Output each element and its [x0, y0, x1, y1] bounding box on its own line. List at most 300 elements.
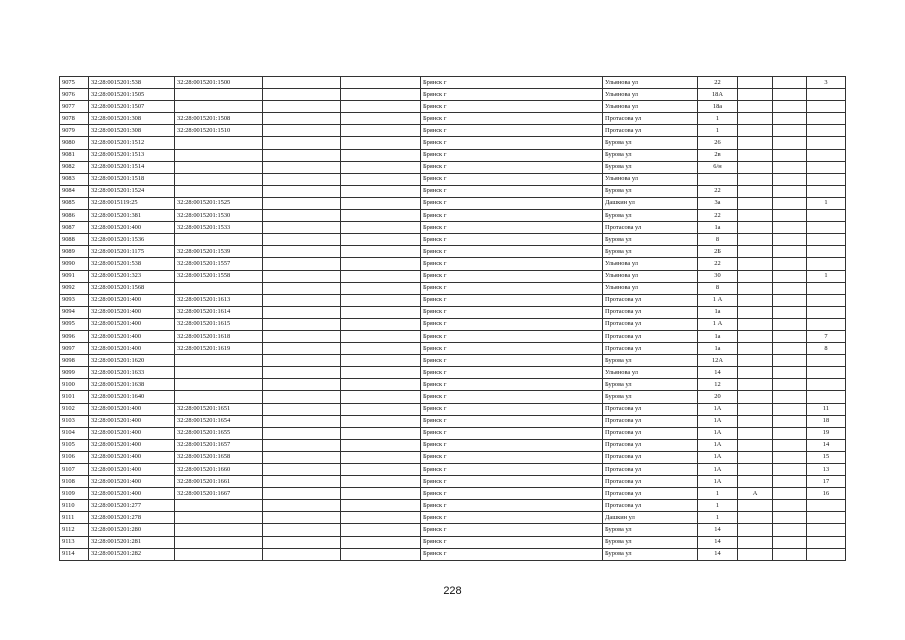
house-cell: 3а — [698, 197, 738, 209]
city-cell: Брянск г — [421, 89, 603, 101]
apartment-cell: 1 — [807, 197, 846, 209]
empty-cell — [773, 270, 807, 282]
object-cadastral-number-cell — [175, 379, 263, 391]
city-cell: Брянск г — [421, 113, 603, 125]
empty-cell — [773, 101, 807, 113]
empty-cell — [341, 391, 421, 403]
cadastral-number-cell: 32:28:0015201:400 — [89, 330, 175, 342]
street-cell: Ульянова ул — [603, 367, 698, 379]
table-row — [60, 282, 846, 294]
table-row — [60, 113, 846, 125]
object-cadastral-number-cell — [175, 282, 263, 294]
empty-cell — [341, 330, 421, 342]
house-cell: 6/н — [698, 161, 738, 173]
letter-cell — [738, 512, 773, 524]
table-row — [60, 367, 846, 379]
street-cell: Протасова ул — [603, 415, 698, 427]
apartment-cell — [807, 125, 846, 137]
apartment-cell: 13 — [807, 464, 846, 476]
row-number-cell: 9098 — [60, 355, 89, 367]
table-row — [60, 476, 846, 488]
row-number-cell: 9101 — [60, 391, 89, 403]
letter-cell — [738, 318, 773, 330]
street-cell: Бурова ул — [603, 391, 698, 403]
empty-cell — [773, 210, 807, 222]
house-cell: 1 — [698, 512, 738, 524]
object-cadastral-number-cell — [175, 101, 263, 113]
object-cadastral-number-cell: 32:28:0015201:1651 — [175, 403, 263, 415]
letter-cell — [738, 173, 773, 185]
city-cell: Брянск г — [421, 391, 603, 403]
table-row — [60, 101, 846, 113]
row-number-cell: 9097 — [60, 343, 89, 355]
object-cadastral-number-cell: 32:28:0015201:1500 — [175, 77, 263, 89]
empty-cell — [341, 294, 421, 306]
city-cell: Брянск г — [421, 330, 603, 342]
city-cell: Брянск г — [421, 451, 603, 463]
street-cell: Ульянова ул — [603, 258, 698, 270]
cadastral-number-cell: 32:28:0015201:308 — [89, 113, 175, 125]
cadastral-number-cell: 32:28:0015201:1536 — [89, 234, 175, 246]
row-number-cell: 9083 — [60, 173, 89, 185]
apartment-cell — [807, 512, 846, 524]
letter-cell — [738, 125, 773, 137]
empty-cell — [263, 391, 341, 403]
object-cadastral-number-cell: 32:28:0015201:1533 — [175, 222, 263, 234]
object-cadastral-number-cell — [175, 524, 263, 536]
house-cell: 22 — [698, 258, 738, 270]
object-cadastral-number-cell — [175, 548, 263, 560]
cadastral-number-cell: 32:28:0015201:280 — [89, 524, 175, 536]
row-number-cell: 9091 — [60, 270, 89, 282]
house-cell: 12А — [698, 355, 738, 367]
street-cell: Ульянова ул — [603, 89, 698, 101]
empty-cell — [263, 488, 341, 500]
object-cadastral-number-cell — [175, 149, 263, 161]
table-row — [60, 524, 846, 536]
apartment-cell — [807, 210, 846, 222]
object-cadastral-number-cell — [175, 137, 263, 149]
letter-cell — [738, 294, 773, 306]
empty-cell — [341, 282, 421, 294]
cadastral-number-cell: 32:28:0015201:1633 — [89, 367, 175, 379]
house-cell: 1 — [698, 488, 738, 500]
house-cell: 1а — [698, 343, 738, 355]
row-number-cell: 9106 — [60, 451, 89, 463]
object-cadastral-number-cell — [175, 89, 263, 101]
empty-cell — [263, 512, 341, 524]
empty-cell — [773, 258, 807, 270]
row-number-cell: 9109 — [60, 488, 89, 500]
empty-cell — [341, 77, 421, 89]
house-cell: 2в — [698, 149, 738, 161]
table-row — [60, 125, 846, 137]
city-cell: Брянск г — [421, 367, 603, 379]
apartment-cell — [807, 500, 846, 512]
object-cadastral-number-cell: 32:28:0015201:1508 — [175, 113, 263, 125]
empty-cell — [263, 77, 341, 89]
row-number-cell: 9110 — [60, 500, 89, 512]
letter-cell — [738, 355, 773, 367]
cadastral-number-cell: 32:28:0015201:1512 — [89, 137, 175, 149]
empty-cell — [341, 512, 421, 524]
apartment-cell — [807, 137, 846, 149]
apartment-cell: 14 — [807, 439, 846, 451]
letter-cell — [738, 137, 773, 149]
object-cadastral-number-cell — [175, 500, 263, 512]
letter-cell — [738, 113, 773, 125]
cadastral-number-cell: 32:28:0015201:400 — [89, 222, 175, 234]
empty-cell — [773, 391, 807, 403]
empty-cell — [341, 427, 421, 439]
city-cell: Брянск г — [421, 210, 603, 222]
row-number-cell: 9082 — [60, 161, 89, 173]
street-cell: Протасова ул — [603, 306, 698, 318]
letter-cell — [738, 391, 773, 403]
table-row — [60, 77, 846, 89]
empty-cell — [341, 197, 421, 209]
city-cell: Брянск г — [421, 476, 603, 488]
apartment-cell — [807, 379, 846, 391]
apartment-cell — [807, 149, 846, 161]
table-row — [60, 500, 846, 512]
apartment-cell — [807, 536, 846, 548]
letter-cell — [738, 464, 773, 476]
street-cell: Бурова ул — [603, 548, 698, 560]
house-cell: 14 — [698, 524, 738, 536]
empty-cell — [263, 536, 341, 548]
row-number-cell: 9102 — [60, 403, 89, 415]
city-cell: Брянск г — [421, 234, 603, 246]
apartment-cell — [807, 306, 846, 318]
empty-cell — [341, 270, 421, 282]
house-cell: 1А — [698, 427, 738, 439]
city-cell: Брянск г — [421, 222, 603, 234]
empty-cell — [263, 161, 341, 173]
empty-cell — [263, 367, 341, 379]
cadastral-number-cell: 32:28:0015201:1620 — [89, 355, 175, 367]
object-cadastral-number-cell — [175, 173, 263, 185]
row-number-cell: 9076 — [60, 89, 89, 101]
empty-cell — [263, 476, 341, 488]
object-cadastral-number-cell: 32:28:0015201:1618 — [175, 330, 263, 342]
table-row — [60, 234, 846, 246]
empty-cell — [341, 258, 421, 270]
empty-cell — [773, 439, 807, 451]
object-cadastral-number-cell: 32:28:0015201:1558 — [175, 270, 263, 282]
city-cell: Брянск г — [421, 318, 603, 330]
apartment-cell — [807, 173, 846, 185]
letter-cell — [738, 536, 773, 548]
object-cadastral-number-cell: 32:28:0015201:1614 — [175, 306, 263, 318]
house-cell: 1А — [698, 403, 738, 415]
cadastral-number-cell: 32:28:0015201:400 — [89, 451, 175, 463]
house-cell: 8 — [698, 234, 738, 246]
empty-cell — [263, 185, 341, 197]
house-cell: 22 — [698, 185, 738, 197]
cadastral-number-cell: 32:28:0015201:400 — [89, 488, 175, 500]
object-cadastral-number-cell: 32:28:0015201:1660 — [175, 464, 263, 476]
letter-cell — [738, 415, 773, 427]
row-number-cell: 9114 — [60, 548, 89, 560]
city-cell: Брянск г — [421, 77, 603, 89]
letter-cell — [738, 210, 773, 222]
empty-cell — [773, 488, 807, 500]
apartment-cell — [807, 548, 846, 560]
row-number-cell: 9092 — [60, 282, 89, 294]
empty-cell — [263, 330, 341, 342]
empty-cell — [773, 161, 807, 173]
empty-cell — [263, 173, 341, 185]
cadastral-number-cell: 32:28:0015201:1524 — [89, 185, 175, 197]
cadastral-number-cell: 32:28:0015201:1507 — [89, 101, 175, 113]
object-cadastral-number-cell: 32:28:0015201:1657 — [175, 439, 263, 451]
registry-table-body — [60, 77, 846, 561]
street-cell: Бурова ул — [603, 246, 698, 258]
empty-cell — [773, 548, 807, 560]
letter-cell — [738, 185, 773, 197]
city-cell: Брянск г — [421, 137, 603, 149]
street-cell: Протасова ул — [603, 451, 698, 463]
table-row — [60, 439, 846, 451]
apartment-cell: 8 — [807, 343, 846, 355]
cadastral-number-cell: 32:28:0015201:400 — [89, 427, 175, 439]
empty-cell — [263, 548, 341, 560]
object-cadastral-number-cell: 32:28:0015201:1525 — [175, 197, 263, 209]
apartment-cell — [807, 391, 846, 403]
apartment-cell: 11 — [807, 403, 846, 415]
cadastral-number-cell: 32:28:0015201:1568 — [89, 282, 175, 294]
empty-cell — [341, 548, 421, 560]
city-cell: Брянск г — [421, 306, 603, 318]
empty-cell — [263, 89, 341, 101]
apartment-cell: 15 — [807, 451, 846, 463]
street-cell: Бурова ул — [603, 536, 698, 548]
row-number-cell: 9099 — [60, 367, 89, 379]
empty-cell — [341, 101, 421, 113]
empty-cell — [773, 367, 807, 379]
apartment-cell — [807, 185, 846, 197]
house-cell: 1а — [698, 222, 738, 234]
street-cell: Протасова ул — [603, 427, 698, 439]
object-cadastral-number-cell — [175, 391, 263, 403]
city-cell: Брянск г — [421, 355, 603, 367]
house-cell: 20 — [698, 391, 738, 403]
empty-cell — [341, 415, 421, 427]
apartment-cell — [807, 367, 846, 379]
cadastral-number-cell: 32:28:0015201:1518 — [89, 173, 175, 185]
cadastral-number-cell: 32:28:0015201:400 — [89, 464, 175, 476]
cadastral-number-cell: 32:28:0015201:400 — [89, 306, 175, 318]
letter-cell — [738, 330, 773, 342]
row-number-cell: 9085 — [60, 197, 89, 209]
cadastral-number-cell: 32:28:0015201:278 — [89, 512, 175, 524]
house-cell: 1 А — [698, 294, 738, 306]
empty-cell — [263, 258, 341, 270]
table-row — [60, 306, 846, 318]
empty-cell — [341, 89, 421, 101]
street-cell: Дашкин ул — [603, 197, 698, 209]
apartment-cell — [807, 246, 846, 258]
house-cell: 1а — [698, 306, 738, 318]
empty-cell — [773, 246, 807, 258]
empty-cell — [341, 451, 421, 463]
city-cell: Брянск г — [421, 258, 603, 270]
cadastral-number-cell: 32:28:0015201:282 — [89, 548, 175, 560]
city-cell: Брянск г — [421, 246, 603, 258]
city-cell: Брянск г — [421, 415, 603, 427]
street-cell: Бурова ул — [603, 210, 698, 222]
apartment-cell: 7 — [807, 330, 846, 342]
house-cell: 30 — [698, 270, 738, 282]
empty-cell — [773, 222, 807, 234]
empty-cell — [341, 318, 421, 330]
empty-cell — [341, 464, 421, 476]
empty-cell — [773, 282, 807, 294]
table-row — [60, 185, 846, 197]
table-row — [60, 391, 846, 403]
row-number-cell: 9107 — [60, 464, 89, 476]
empty-cell — [773, 330, 807, 342]
house-cell: 1 — [698, 125, 738, 137]
empty-cell — [341, 439, 421, 451]
letter-cell — [738, 451, 773, 463]
city-cell: Брянск г — [421, 403, 603, 415]
empty-cell — [773, 234, 807, 246]
row-number-cell: 9079 — [60, 125, 89, 137]
table-row — [60, 415, 846, 427]
cadastral-number-cell: 32:28:0015201:400 — [89, 403, 175, 415]
empty-cell — [341, 234, 421, 246]
table-row — [60, 330, 846, 342]
cadastral-number-cell: 32:28:0015201:308 — [89, 125, 175, 137]
street-cell: Ульянова ул — [603, 282, 698, 294]
house-cell: 1А — [698, 476, 738, 488]
empty-cell — [263, 306, 341, 318]
cadastral-number-cell: 32:28:0015201:538 — [89, 77, 175, 89]
empty-cell — [263, 318, 341, 330]
apartment-cell — [807, 89, 846, 101]
house-cell: 18А — [698, 89, 738, 101]
empty-cell — [773, 536, 807, 548]
empty-cell — [341, 536, 421, 548]
empty-cell — [341, 500, 421, 512]
cadastral-number-cell: 32:28:0015119:25 — [89, 197, 175, 209]
object-cadastral-number-cell: 32:28:0015201:1619 — [175, 343, 263, 355]
cadastral-number-cell: 32:28:0015201:1175 — [89, 246, 175, 258]
house-cell: 22 — [698, 77, 738, 89]
table-row — [60, 512, 846, 524]
object-cadastral-number-cell — [175, 234, 263, 246]
street-cell: Протасова ул — [603, 318, 698, 330]
row-number-cell: 9090 — [60, 258, 89, 270]
city-cell: Брянск г — [421, 500, 603, 512]
table-row — [60, 403, 846, 415]
row-number-cell: 9075 — [60, 77, 89, 89]
empty-cell — [773, 137, 807, 149]
city-cell: Брянск г — [421, 161, 603, 173]
apartment-cell: 1 — [807, 270, 846, 282]
city-cell: Брянск г — [421, 524, 603, 536]
empty-cell — [263, 427, 341, 439]
empty-cell — [263, 294, 341, 306]
empty-cell — [341, 161, 421, 173]
row-number-cell: 9087 — [60, 222, 89, 234]
empty-cell — [341, 125, 421, 137]
cadastral-number-cell: 32:28:0015201:277 — [89, 500, 175, 512]
empty-cell — [341, 403, 421, 415]
city-cell: Брянск г — [421, 439, 603, 451]
empty-cell — [773, 427, 807, 439]
street-cell: Протасова ул — [603, 476, 698, 488]
empty-cell — [773, 343, 807, 355]
letter-cell — [738, 197, 773, 209]
street-cell: Ульянова ул — [603, 270, 698, 282]
table-row — [60, 451, 846, 463]
table-row — [60, 161, 846, 173]
row-number-cell: 9100 — [60, 379, 89, 391]
row-number-cell: 9081 — [60, 149, 89, 161]
cadastral-number-cell: 32:28:0015201:1638 — [89, 379, 175, 391]
row-number-cell: 9080 — [60, 137, 89, 149]
street-cell: Протасова ул — [603, 294, 698, 306]
cadastral-number-cell: 32:28:0015201:1505 — [89, 89, 175, 101]
empty-cell — [341, 367, 421, 379]
table-row — [60, 258, 846, 270]
row-number-cell: 9112 — [60, 524, 89, 536]
table-row — [60, 294, 846, 306]
letter-cell — [738, 258, 773, 270]
apartment-cell — [807, 524, 846, 536]
empty-cell — [773, 355, 807, 367]
empty-cell — [263, 439, 341, 451]
cadastral-number-cell: 32:28:0015201:400 — [89, 415, 175, 427]
letter-cell — [738, 343, 773, 355]
cadastral-number-cell: 32:28:0015201:400 — [89, 294, 175, 306]
apartment-cell — [807, 222, 846, 234]
city-cell: Брянск г — [421, 536, 603, 548]
empty-cell — [341, 488, 421, 500]
street-cell: Протасова ул — [603, 464, 698, 476]
row-number-cell: 9108 — [60, 476, 89, 488]
empty-cell — [263, 403, 341, 415]
house-cell: 26 — [698, 137, 738, 149]
letter-cell — [738, 367, 773, 379]
apartment-cell: 16 — [807, 488, 846, 500]
empty-cell — [263, 464, 341, 476]
empty-cell — [773, 89, 807, 101]
city-cell: Брянск г — [421, 282, 603, 294]
letter-cell — [738, 234, 773, 246]
cadastral-number-cell: 32:28:0015201:400 — [89, 476, 175, 488]
object-cadastral-number-cell: 32:28:0015201:1615 — [175, 318, 263, 330]
house-cell: 18а — [698, 101, 738, 113]
letter-cell — [738, 161, 773, 173]
empty-cell — [341, 524, 421, 536]
empty-cell — [773, 403, 807, 415]
object-cadastral-number-cell — [175, 355, 263, 367]
apartment-cell — [807, 294, 846, 306]
empty-cell — [341, 246, 421, 258]
house-cell — [698, 173, 738, 185]
empty-cell — [341, 113, 421, 125]
street-cell: Протасова ул — [603, 488, 698, 500]
empty-cell — [773, 306, 807, 318]
object-cadastral-number-cell — [175, 536, 263, 548]
city-cell: Брянск г — [421, 379, 603, 391]
house-cell: 12 — [698, 379, 738, 391]
object-cadastral-number-cell: 32:28:0015201:1613 — [175, 294, 263, 306]
